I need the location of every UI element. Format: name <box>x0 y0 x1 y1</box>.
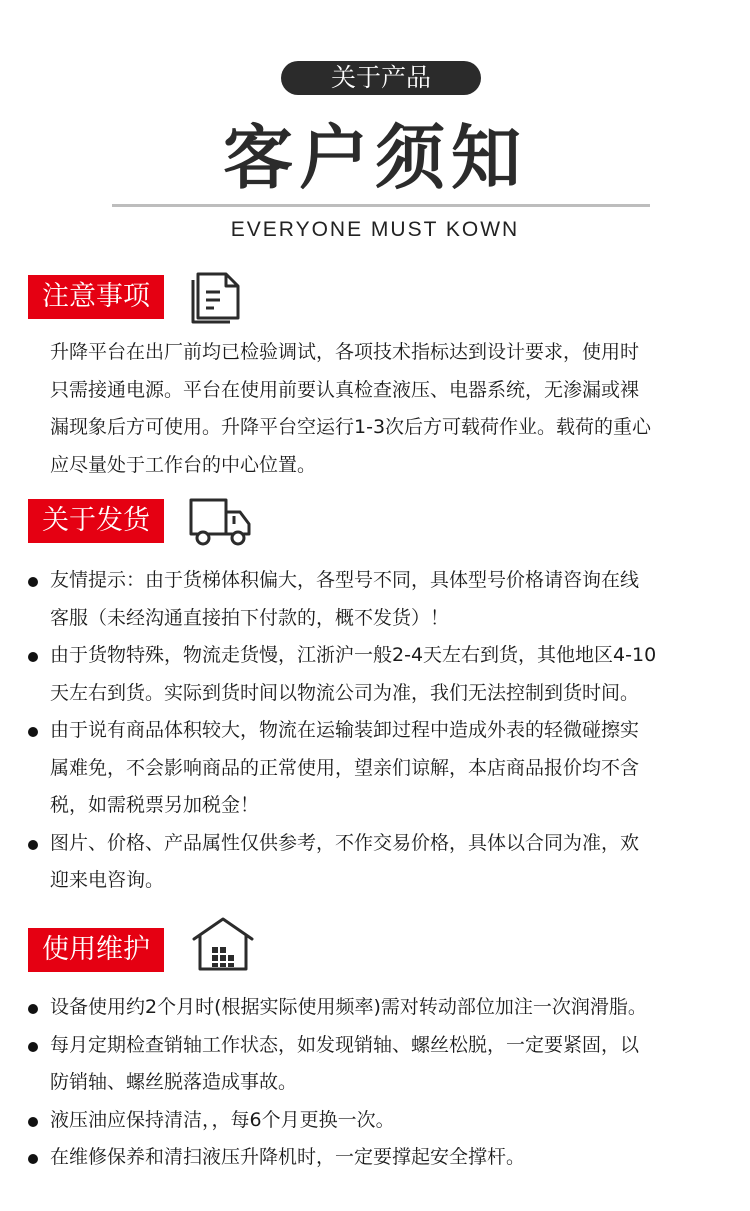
bullet-icon <box>28 1042 38 1052</box>
text-line: 迎来电咨询。 <box>50 869 165 891</box>
notice-paragraph <box>50 334 720 484</box>
bullet-icon <box>28 652 38 662</box>
bullet-icon <box>28 840 38 850</box>
text-line: 属难免，不会影响商品的正常使用，望亲们谅解，本店商品报价均不含 <box>50 756 640 779</box>
text-line: 只需接通电源。平台在使用前要认真检查液压、电器系统，无渗漏或裸 <box>50 378 640 401</box>
list-item <box>22 1139 730 1177</box>
bullet-icon <box>28 577 38 587</box>
text-line: 设备使用约2个月时(根据实际使用频率)需对转动部位加注一次润滑脂。 <box>50 996 647 1018</box>
text-line: 升降平台在出厂前均已检验调试，各项技术指标达到设计要求，使用时 <box>50 341 640 363</box>
list-item <box>22 712 730 825</box>
bullet-icon <box>28 1117 38 1127</box>
text-line: 液压油应保持清洁，，每6个月更换一次。 <box>50 1108 395 1131</box>
bullet-icon <box>28 1004 38 1014</box>
section-tag-notice: 注意事项 <box>28 275 164 319</box>
text-line: 每月定期检查销轴工作状态，如发现销轴、螺丝松脱，一定要紧固，以 <box>50 1033 640 1056</box>
text-line: 税，如需税票另加税金！ <box>50 794 260 816</box>
delivery-truck-icon <box>188 496 252 548</box>
text-line: 漏现象后方可使用。升降平台空运行1-3次后方可载荷作业。载荷的重心 <box>50 416 652 438</box>
maintenance-list <box>22 989 730 1177</box>
list-item <box>22 825 730 900</box>
text-line: 应尽量处于工作台的中心位置。 <box>50 453 317 476</box>
about-product-pill: 关于产品 <box>281 61 481 95</box>
bullet-icon <box>28 1154 38 1164</box>
section-tag-maintenance: 使用维护 <box>28 928 164 972</box>
list-item <box>22 637 730 712</box>
list-item <box>22 1102 730 1140</box>
list-item <box>22 562 730 637</box>
text-line: 防销轴、螺丝脱落造成事故。 <box>50 1071 298 1093</box>
text-line: 在维修保养和清扫液压升降机时，一定要撑起安全撑杆。 <box>50 1146 526 1168</box>
text-line: 由于货物特殊，物流走货慢，江浙沪一般2-4天左右到货，其他地区4-10 <box>50 644 657 666</box>
page-subtitle: EVERYONE MUST KOWN <box>230 218 520 241</box>
title-divider <box>112 204 650 207</box>
bullet-icon <box>28 727 38 737</box>
text-line: 由于说有商品体积较大，物流在运输装卸过程中造成外表的轻微碰擦实 <box>50 719 640 741</box>
document-icon <box>190 268 246 324</box>
warehouse-icon <box>190 915 256 973</box>
list-item <box>22 989 730 1027</box>
text-line: 友情提示：由于货梯体积偏大，各型号不同，具体型号价格请咨询在线 <box>50 569 640 591</box>
text-line: 图片、价格、产品属性仅供参考，不作交易价格，具体以合同为准，欢 <box>50 831 640 854</box>
page-title: 客户须知 <box>223 117 527 199</box>
list-item <box>22 1027 730 1102</box>
text-line: 客服（未经沟通直接拍下付款的，概不发货）！ <box>50 606 450 629</box>
shipping-list <box>22 562 730 900</box>
section-tag-shipping: 关于发货 <box>28 499 164 543</box>
text-line: 天左右到货。实际到货时间以物流公司为准，我们无法控制到货时间。 <box>50 681 640 704</box>
